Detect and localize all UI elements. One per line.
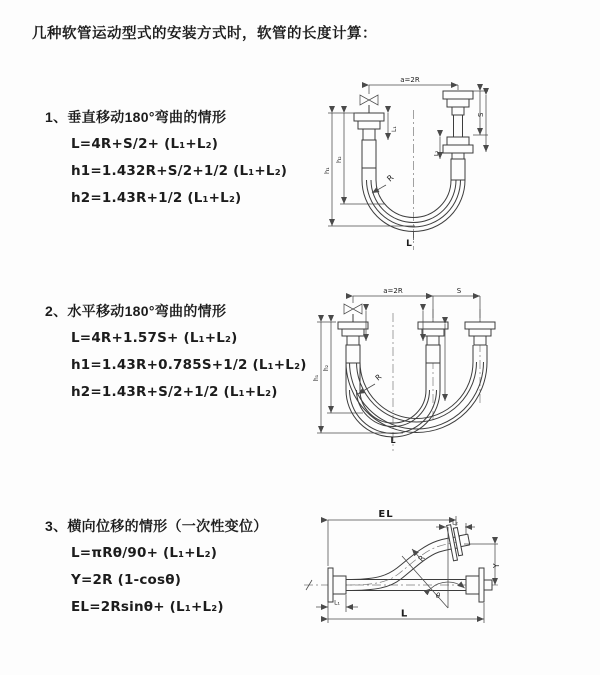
formula-1-h2: h2=1.43R+1/2 (L₁+L₂): [71, 190, 242, 206]
braided-section-middle: [426, 345, 440, 363]
formula-1-h1: h1=1.432R+S/2+1/2 (L₁+L₂): [71, 163, 288, 179]
label-EL: EL: [378, 509, 394, 520]
flange-middle: [418, 322, 448, 345]
valve-icon: [344, 304, 362, 322]
braided-section-left: [346, 345, 360, 363]
diagram-lateral-displacement: [298, 500, 600, 658]
valve-icon: [360, 95, 378, 113]
flange-right: [466, 568, 492, 602]
flange-left: [328, 568, 346, 602]
label-L2: L₂: [452, 519, 458, 527]
section-3-heading: 3、横向位移的情形（一次性变位）: [45, 518, 268, 534]
label-R: R: [416, 553, 427, 564]
label-L: L: [400, 608, 408, 620]
label-theta: θ: [435, 592, 441, 600]
label-a-2R: a=2R: [383, 287, 403, 295]
page-title: 几种软管运动型式的安装方式时，软管的长度计算：: [32, 26, 377, 42]
formula-2-h1: h1=1.43R+0.785S+1/2 (L₁+L₂): [71, 357, 307, 373]
label-h2: h₂: [323, 364, 330, 371]
dim-S: [473, 91, 488, 152]
section-2: [45, 302, 315, 402]
label-h1: h₁: [323, 167, 331, 174]
flange-left: [354, 113, 384, 140]
braided-section-right: [451, 159, 465, 180]
label-S: S: [477, 112, 485, 117]
section-3: [45, 517, 315, 617]
flange-right: [465, 322, 495, 345]
diagram-vertical-bend: [312, 68, 592, 260]
flange-right-lower: [443, 137, 473, 159]
label-h2: h₂: [335, 156, 343, 163]
label-R: R: [385, 173, 396, 184]
label-a-2R: a=2R: [400, 76, 420, 84]
section-1: [45, 108, 315, 208]
flange-left: [338, 322, 368, 345]
dim-L1: [388, 113, 398, 140]
flange-right-upper: [443, 91, 473, 115]
section-1-heading: 1、垂直移动180°弯曲的情形: [45, 109, 227, 125]
formula-2-h2: h2=1.43R+S/2+1/2 (L₁+L₂): [71, 384, 278, 400]
dim-L2: [434, 137, 440, 159]
dim-EL: [328, 509, 456, 566]
label-L: L: [406, 239, 412, 249]
label-Y: Y: [492, 563, 501, 568]
section-2-heading: 2、水平移动180°弯曲的情形: [45, 303, 227, 319]
dim-L: [328, 603, 484, 623]
label-L1: L₁: [391, 126, 398, 132]
label-L1: L₁: [334, 599, 340, 607]
label-R: R: [373, 372, 384, 383]
dim-L1: [316, 595, 358, 612]
formula-3-Y: Y=2R (1-cosθ): [71, 572, 182, 588]
formula-2-L: L=4R+1.57S+ (L₁+L₂): [71, 330, 238, 346]
label-S: S: [456, 287, 462, 295]
label-L: L: [390, 436, 396, 445]
formula-3-EL: EL=2Rsinθ+ (L₁+L₂): [71, 599, 224, 615]
label-h1: h₁: [313, 374, 320, 381]
label-L2: L₂: [434, 150, 440, 156]
braided-section-left: [362, 140, 376, 168]
dim-S: [433, 287, 480, 296]
formula-3-L: L=πRθ/90+ (L₁+L₂): [71, 545, 218, 561]
flange-upper: [447, 519, 473, 561]
formula-1-L: L=4R+S/2+ (L₁+L₂): [71, 136, 219, 152]
diagram-horizontal-bend: [303, 283, 597, 455]
